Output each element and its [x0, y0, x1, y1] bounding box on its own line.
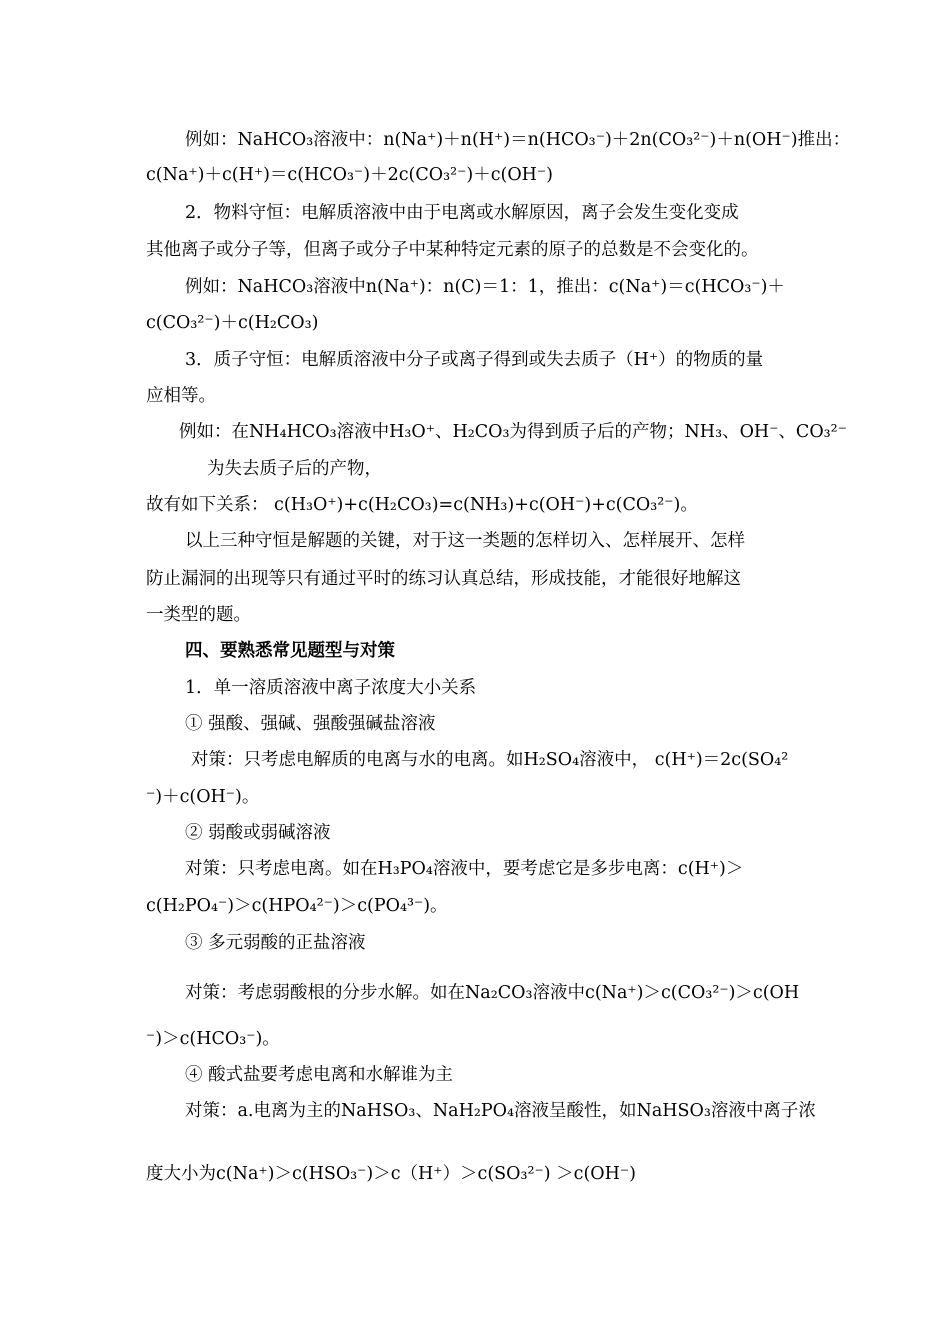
text-line: 对策：考虑弱酸根的分步水解。如在Na₂CO₃溶液中c(Na⁺)＞c(CO₃²⁻)＞c(OH — [185, 983, 800, 1003]
text-line: 其他离子或分子等，但离子或分子中某种特定元素的原子的总数是不会变化的。 — [146, 240, 759, 260]
text-line: ⁻)＋c(OH⁻)。 — [146, 787, 260, 807]
text-line: 例如：NaHCO₃溶液中：n(Na⁺)＋n(H⁺)＝n(HCO₃⁻)＋2n(CO₃²⁻)＋n(OH⁻)推出： — [185, 130, 851, 150]
text-line: 2．物料守恒：电解质溶液中由于电离或水解原因，离子会发生变化变成 — [185, 203, 739, 223]
text-line: 故有如下关系： c(H₃O⁺)+c(H₂CO₃)=c(NH₃)+c(OH⁻)+c(CO₃²⁻)。 — [146, 495, 698, 515]
text-line: c(H₂PO₄⁻)＞c(HPO₄²⁻)＞c(PO₄³⁻)。 — [146, 896, 448, 916]
text-line: ④ 酸式盐要考虑电离和水解谁为主 — [185, 1065, 454, 1085]
text-line: 3．质子守恒：电解质溶液中分子或离子得到或失去质子（H⁺）的物质的量 — [185, 350, 764, 370]
text-line: 为失去质子后的产物， — [207, 459, 382, 479]
text-line: ③ 多元弱酸的正盐溶液 — [185, 933, 366, 953]
text-line: 例如：NaHCO₃溶液中n(Na⁺)：n(C)＝1：1，推出：c(Na⁺)＝c(HCO₃⁻)＋ — [185, 277, 785, 297]
text-line: 防止漏洞的出现等只有通过平时的练习认真总结，形成技能，才能很好地解这 — [146, 569, 741, 589]
text-line: 例如：在NH₄HCO₃溶液中H₃O⁺、H₂CO₃为得到质子后的产物；NH₃、OH⁻、CO₃²⁻ — [179, 422, 847, 442]
text-line: ② 弱酸或弱碱溶液 — [185, 823, 331, 843]
text-line: 1．单一溶质溶液中离子浓度大小关系 — [185, 678, 477, 698]
text-line: c(Na⁺)＋c(H⁺)＝c(HCO₃⁻)＋2c(CO₃²⁻)＋c(OH⁻) — [146, 165, 553, 185]
section-heading: 四、要熟悉常见题型与对策 — [185, 641, 395, 661]
text-line: c(CO₃²⁻)＋c(H₂CO₃) — [146, 313, 319, 333]
text-line: 应相等。 — [146, 386, 216, 406]
text-line: 度大小为c(Na⁺)＞c(HSO₃⁻)＞c（H⁺）＞c(SO₃²⁻) ＞c(OH⁻) — [146, 1164, 636, 1184]
text-line: 一类型的题。 — [146, 605, 251, 625]
text-line: ⁻)＞c(HCO₃⁻)。 — [146, 1029, 280, 1049]
text-line: 以上三种守恒是解题的关键，对于这一类题的怎样切入、怎样展开、怎样 — [185, 531, 745, 551]
text-line: ① 强酸、强碱、强酸强碱盐溶液 — [185, 714, 436, 734]
text-line: 对策：只考虑电解质的电离与水的电离。如H₂SO₄溶液中， c(H⁺)＝2c(SO₄² — [191, 750, 789, 770]
text-line: 对策：只考虑电离。如在H₃PO₄溶液中，要考虑它是多步电离：c(H⁺)＞ — [185, 859, 744, 879]
text-line: 对策：a.电离为主的NaHSO₃、NaH₂PO₄溶液呈酸性，如NaHSO₃溶液中离子浓 — [185, 1101, 816, 1121]
